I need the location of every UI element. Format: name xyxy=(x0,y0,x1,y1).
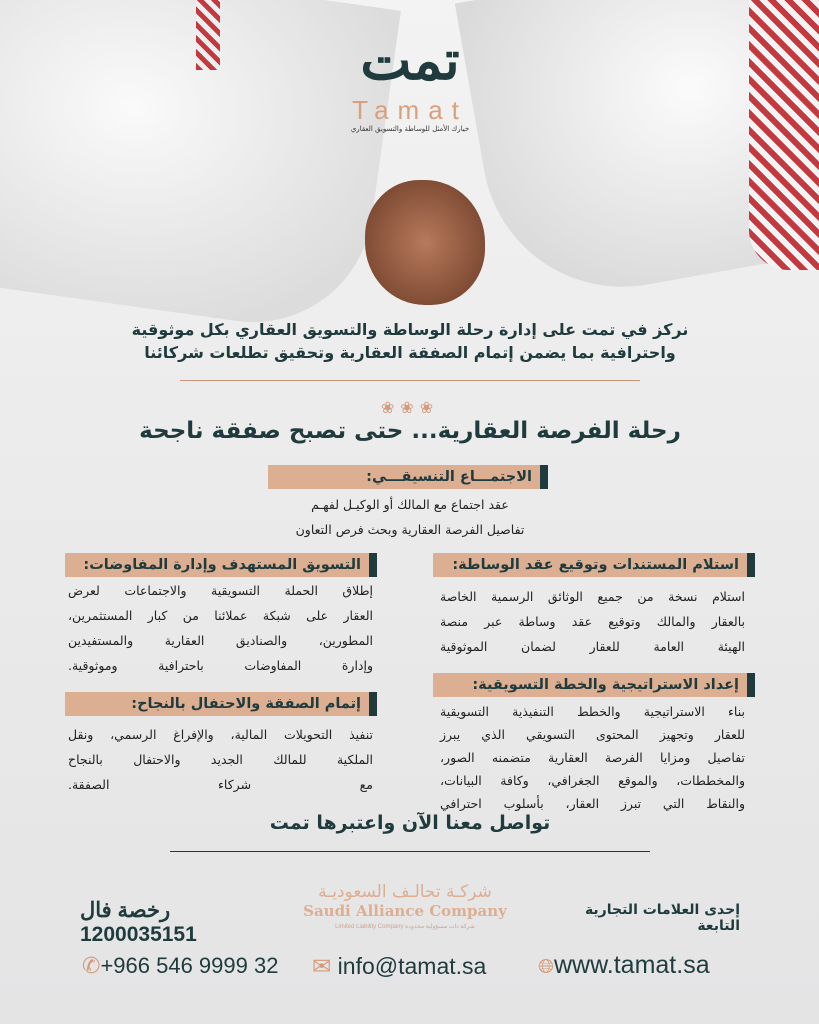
divider xyxy=(170,851,650,852)
body-line: والمخططات، والموقع الجغرافي، وكافة البيانات، xyxy=(440,773,745,788)
body-line: إطلاق الحملة التسويقية والاجتماعات لعرض xyxy=(68,583,373,598)
body-line: مع شركاء الصفقة. xyxy=(68,777,373,792)
flower-ornament-icon: ❀❀❀ xyxy=(380,398,440,417)
company-subtitle: Limited Liability Company شركة ذات مسؤولية محدودة xyxy=(335,924,475,930)
section-body-closing xyxy=(68,722,373,797)
logo-tagline: خيارك الأمثل للوساطة والتسويق العقاري xyxy=(350,125,470,133)
body-line: تنفيذ التحويلات المالية، والإفراغ الرسمي، ونقل xyxy=(68,727,373,742)
body-line: الملكية للمالك الجديد والاحتفال بالنجاح xyxy=(68,752,373,767)
body-line: للعقار وتجهيز المحتوى التسويقي الذي يبرز xyxy=(440,727,745,742)
section-body-documents xyxy=(440,584,745,659)
body-line: المطورين، والصناديق العقارية والمستفيدين xyxy=(68,633,373,648)
body-line: والنقاط التي تبرز العقار، بأسلوب احترافي xyxy=(440,796,745,811)
email-address: info@tamat.sa xyxy=(337,953,487,979)
section-heading-marketing: التسويق المستهدف وإدارة المفاوضات: xyxy=(65,553,377,577)
body-line: وإدارة المفاوضات باحترافية وموثوقية. xyxy=(68,658,373,673)
section-body-marketing xyxy=(68,578,373,678)
license-number: رخصة فال 1200035151 xyxy=(80,899,197,946)
page-title: رحلة الفرصة العقارية... حتى تصبح صفقة ناجحة xyxy=(139,418,681,444)
intro-text xyxy=(100,318,720,364)
body-line: بالعقار والمالك وتوقيع عقد وساطة عبر منصة xyxy=(440,614,745,629)
body-line: عقد اجتماع مع المالك أو الوكيـل لفهـم xyxy=(311,497,509,512)
body-line: العقار على شبكة عملائنا من كبار المستثمرين، xyxy=(68,608,373,623)
logo-arabic: تمت xyxy=(360,28,460,92)
divider xyxy=(180,380,640,381)
envelope-icon: ✉ xyxy=(312,953,332,979)
section-body-meeting xyxy=(265,492,555,542)
intro-line: نركز في تمت على إدارة رحلة الوساطة والتسويق العقاري بكل موثوقية xyxy=(131,320,689,339)
globe-icon: 🌐︎ xyxy=(538,956,554,978)
body-line: تفاصيل ومزايا الفرصة العقارية متضمنه الصور، xyxy=(440,750,745,765)
email-contact[interactable] xyxy=(312,953,486,980)
section-heading-meeting: الاجتمـــاع التنسيقـــي: xyxy=(268,465,548,489)
intro-line: واحترافية بما يضمن إتمام الصفقة العقارية وتحقيق تطلعات شركائنا xyxy=(144,343,676,362)
body-line: الهيئة العامة للعقار لضمان الموثوقية xyxy=(440,639,745,654)
body-line: تفاصيل الفرصة العقارية وبحث فرص التعاون xyxy=(295,522,525,537)
body-line: بناء الاستراتيجية والخطط التنفيذية التسويقية xyxy=(440,704,745,719)
company-logo xyxy=(300,882,510,930)
section-body-strategy xyxy=(440,700,745,815)
website-url: www.tamat.sa xyxy=(554,951,710,979)
body-line: استلام نسخة من جميع الوثائق الرسمية الخاصة xyxy=(440,589,745,604)
section-heading-closing: إتمام الصفقة والاحتفال بالنجاح: xyxy=(65,692,377,716)
shemagh-image xyxy=(749,0,819,270)
company-name-ar: شركـة تحالـف السعوديـة xyxy=(318,882,492,902)
affiliate-text: إحدى العلامات التجارية التابعة xyxy=(584,902,740,934)
phone-number: +966 546 9999 32 xyxy=(100,953,279,978)
company-name-en: Saudi Alliance Company xyxy=(303,902,507,920)
section-heading-strategy: إعداد الاستراتيجية والخطة التسويقية: xyxy=(433,673,755,697)
website-link[interactable] xyxy=(538,951,710,980)
phone-contact[interactable] xyxy=(82,953,278,979)
brand-logo xyxy=(300,25,520,133)
call-to-action: تواصل معنا الآن واعتبرها تمت xyxy=(269,812,551,834)
phone-icon: ✆ xyxy=(82,953,101,978)
shemagh-image xyxy=(196,0,220,70)
handshake-image xyxy=(365,180,485,305)
section-heading-documents: استلام المستندات وتوقيع عقد الوساطة: xyxy=(433,553,755,577)
logo-english: Tamat xyxy=(352,95,468,125)
